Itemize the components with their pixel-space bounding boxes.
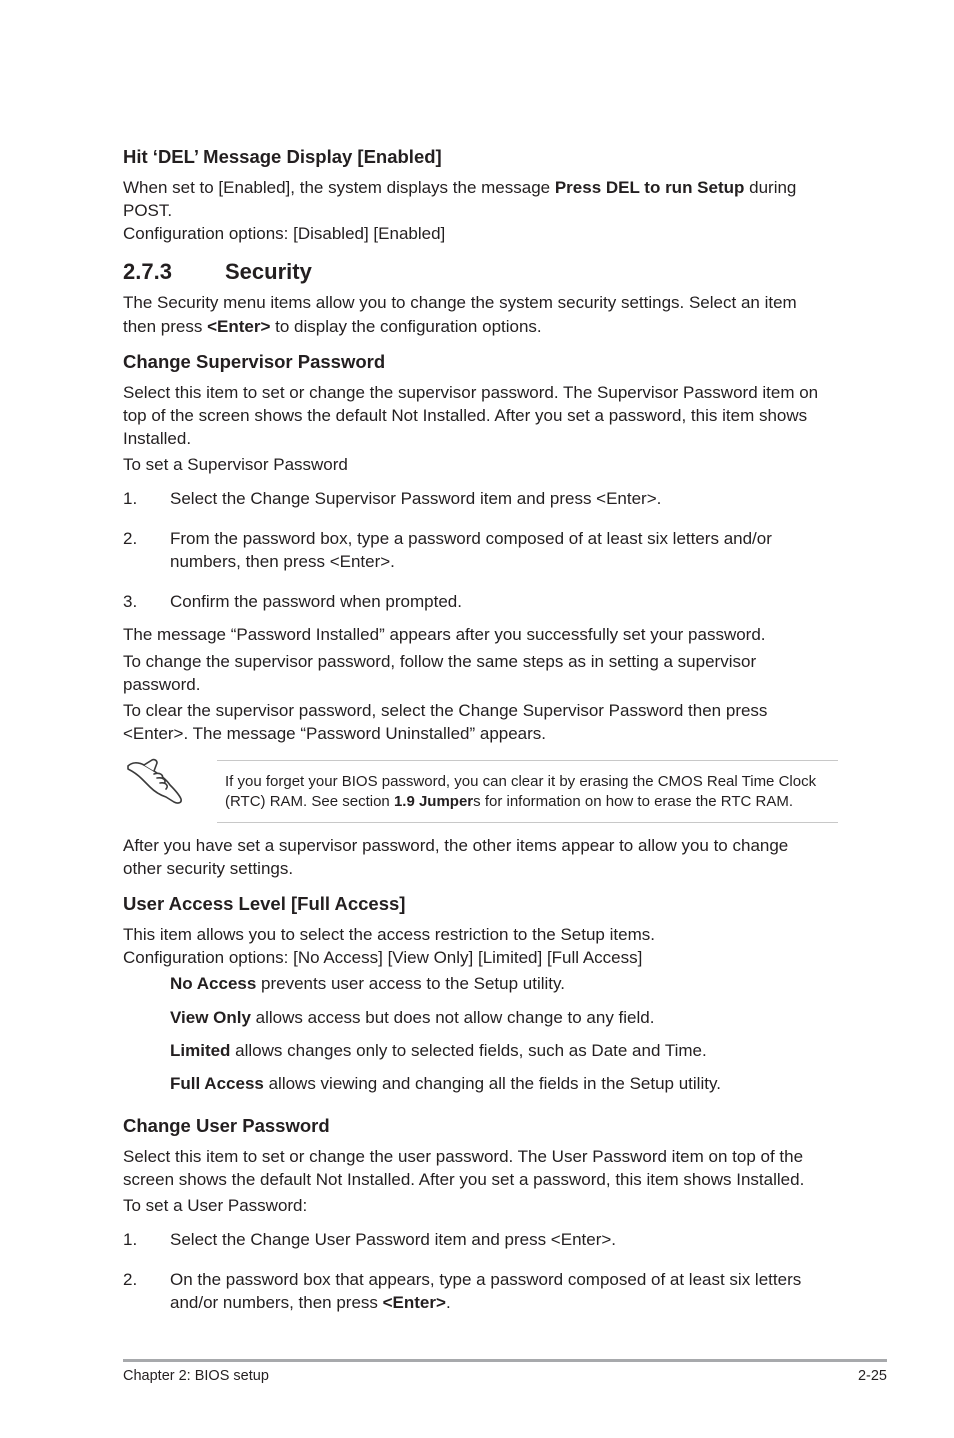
footer-chapter: Chapter 2: BIOS setup: [123, 1368, 269, 1384]
section-number: 2.7.3: [123, 259, 172, 284]
step-number: 2.: [123, 1270, 138, 1289]
step-number: 1.: [123, 1230, 138, 1249]
note-text: [225, 772, 816, 812]
supervisor-p3: Installed.: [123, 429, 192, 448]
footer-rule: [123, 1359, 887, 1362]
option-view-only: View Only allows access but does not allow change to any field.: [170, 1008, 655, 1027]
step-text: From the password box, type a password composed of at least six letters and/or: [170, 529, 772, 548]
pointing-hand-icon: [126, 757, 186, 807]
user-pw-heading: Change User Password: [123, 1115, 330, 1136]
step-text: Confirm the password when prompted.: [170, 592, 462, 611]
footer-page-number: 2-25: [857, 1368, 887, 1384]
user-pw-p1: Select this item to set or change the user password. The User Password item on top of the: [123, 1147, 804, 1166]
step-number: 1.: [123, 489, 138, 508]
supervisor-to-set: To set a Supervisor Password: [123, 455, 348, 474]
step-number: 3.: [123, 592, 138, 611]
note-line-1: If you forget your BIOS password, you can clear it by erasing the CMOS Real Time Clock: [225, 773, 817, 790]
supervisor-change-1: To change the supervisor password, follow the same steps as in setting a supervisor: [123, 652, 757, 671]
user-pw-p2: screen shows the default Not Installed. After you set a password, this item shows Installed.: [123, 1170, 805, 1189]
step-number: 2.: [123, 529, 138, 548]
security-intro-2: then press <Enter> to display the configuration options.: [123, 317, 542, 336]
supervisor-change-2: password.: [123, 675, 201, 694]
after-line-2: other security settings.: [123, 859, 294, 878]
user-access-p2: Configuration options: [No Access] [View Only] [Limited] [Full Access]: [123, 948, 643, 967]
security-intro-1: The Security menu items allow you to change the system security settings. Select an item: [123, 293, 797, 312]
supervisor-p2: top of the screen shows the default Not Installed. After you set a password, this item shows: [123, 406, 808, 425]
hit-del-config: Configuration options: [Disabled] [Enabled]: [123, 224, 446, 243]
step-text: Select the Change User Password item and press <Enter>.: [170, 1230, 617, 1249]
supervisor-clear-2: <Enter>. The message “Password Uninstalled” appears.: [123, 724, 547, 743]
supervisor-p1: Select this item to set or change the supervisor password. The Supervisor Password item on: [123, 383, 819, 402]
supervisor-message: The message “Password Installed” appears after you successfully set your password.: [123, 625, 766, 644]
user-pw-to-set: To set a User Password:: [123, 1196, 308, 1215]
step-text: On the password box that appears, type a password composed of at least six letters: [170, 1270, 802, 1289]
hit-del-heading: Hit ‘DEL’ Message Display [Enabled]: [123, 146, 442, 167]
note-line-2: (RTC) RAM. See section 1.9 Jumpers for information on how to erase the RTC RAM.: [225, 793, 794, 810]
step-text-continued: numbers, then press <Enter>.: [170, 552, 395, 571]
option-no-access: No Access prevents user access to the Setup utility.: [170, 974, 565, 993]
supervisor-heading: Change Supervisor Password: [123, 351, 386, 372]
hit-del-line2: POST.: [123, 201, 173, 220]
user-access-p1: This item allows you to select the access restriction to the Setup items.: [123, 925, 655, 944]
note-box: [217, 760, 838, 823]
user-access-heading: User Access Level [Full Access]: [123, 893, 406, 914]
option-limited: Limited allows changes only to selected fields, such as Date and Time.: [170, 1041, 707, 1060]
supervisor-clear-1: To clear the supervisor password, select the Change Supervisor Password then press: [123, 701, 768, 720]
step-text: Select the Change Supervisor Password item and press <Enter>.: [170, 489, 662, 508]
step-text-continued: and/or numbers, then press <Enter>.: [170, 1293, 451, 1312]
hit-del-line1: When set to [Enabled], the system displays the message Press DEL to run Setup during: [123, 178, 797, 197]
option-full-access: Full Access allows viewing and changing all the fields in the Setup utility.: [170, 1074, 721, 1093]
section-title: Security: [225, 259, 312, 284]
after-line-1: After you have set a supervisor password, the other items appear to allow you to change: [123, 836, 789, 855]
